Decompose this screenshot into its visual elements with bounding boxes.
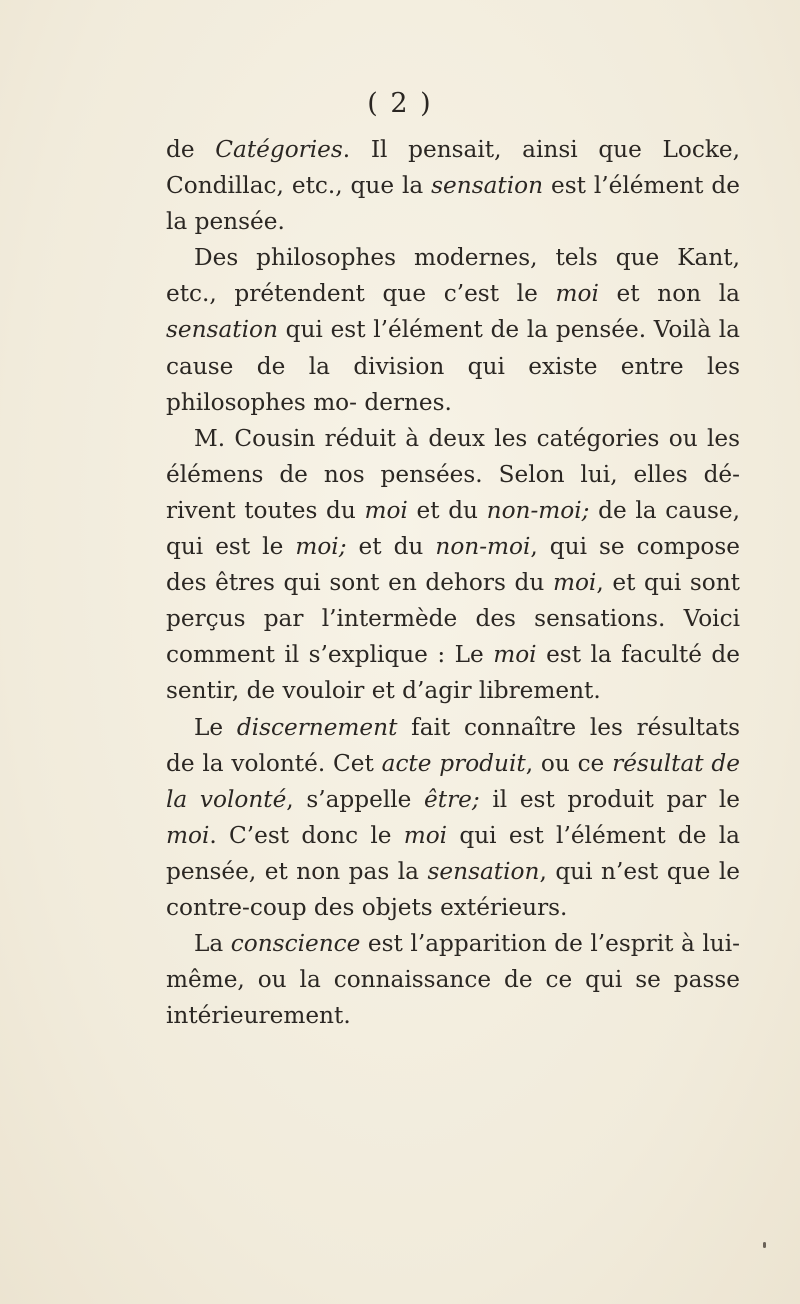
italic-run: discernement xyxy=(236,713,398,741)
page-number: ( 2 ) xyxy=(367,88,433,119)
text-run: , et qui sont perçus par l’intermède des sensations. Voici comment il s’explique : Le xyxy=(166,569,740,669)
text-run: qui est l’élément de la pensée. Voilà la cause de la division qui existe entre les philosophes mo- dernes. xyxy=(166,316,740,416)
italic-run: moi xyxy=(166,821,210,849)
text-run: . C’est donc le xyxy=(209,821,404,849)
italic-run: moi; xyxy=(295,533,347,561)
text-run: , qui n’est que le contre-coup des objets extérieurs. xyxy=(166,857,740,921)
italic-run: acte produit xyxy=(381,749,526,777)
italic-run: non-moi xyxy=(435,533,531,561)
paragraph xyxy=(166,926,740,1034)
text-run: est l’élément de la pensée. xyxy=(166,172,740,236)
italic-run: moi xyxy=(552,569,597,597)
paragraph xyxy=(166,240,740,420)
italic-run: résultat de la volonté xyxy=(166,749,741,813)
text-run: Des philosophes modernes, tels que Kant, etc., prétendent que c’est le xyxy=(166,244,740,308)
text-run: La xyxy=(194,930,231,958)
text-run: et non la xyxy=(598,280,740,308)
text-run: , ou ce xyxy=(525,749,613,777)
text-run: est la faculté de sentir, de vouloir et d’agir librement. xyxy=(166,641,740,705)
text-run: et du xyxy=(346,533,436,561)
body-text xyxy=(166,132,740,1034)
italic-run: Catégories xyxy=(215,136,343,163)
paragraph xyxy=(166,421,740,710)
italic-run: sensation xyxy=(427,857,540,885)
paragraph xyxy=(166,710,740,927)
italic-run: non-moi; xyxy=(486,496,590,524)
text-run: Le xyxy=(194,713,237,741)
italic-run: moi xyxy=(364,496,408,524)
italic-run: être; xyxy=(424,785,480,813)
ink-speck xyxy=(763,1242,766,1248)
text-run: de xyxy=(166,136,216,163)
italic-run: moi xyxy=(493,641,537,669)
text-run: . Il pensait, ainsi que Locke, Condillac, etc., que la xyxy=(166,136,741,200)
paragraph xyxy=(166,132,740,240)
text-run: est l’apparition de l’esprit à lui-même, ou la connaissance de ce qui se passe intérieurement. xyxy=(166,930,740,1030)
text-run: qui est l’élément de la pensée, et non pas la xyxy=(166,821,740,885)
text-run: de la cause, qui est le xyxy=(166,496,740,561)
text-run: M. Cousin réduit à deux les catégories ou les élémens de nos pensées. Selon lui, elles dé- rivent toutes du xyxy=(166,424,740,524)
italic-run: sensation xyxy=(166,316,278,344)
italic-run: moi xyxy=(555,280,599,308)
text-run: fait connaître les résultats de la volonté. Cet xyxy=(166,713,740,777)
italic-run: moi xyxy=(403,821,448,849)
italic-run: conscience xyxy=(230,930,361,958)
text-run: , s’appelle xyxy=(286,785,425,813)
text-run: il est produit par le xyxy=(479,785,740,813)
italic-run: sensation xyxy=(431,172,544,200)
text-run: et du xyxy=(407,496,487,524)
text-run: , qui se compose des êtres qui sont en dehors du xyxy=(166,533,741,597)
